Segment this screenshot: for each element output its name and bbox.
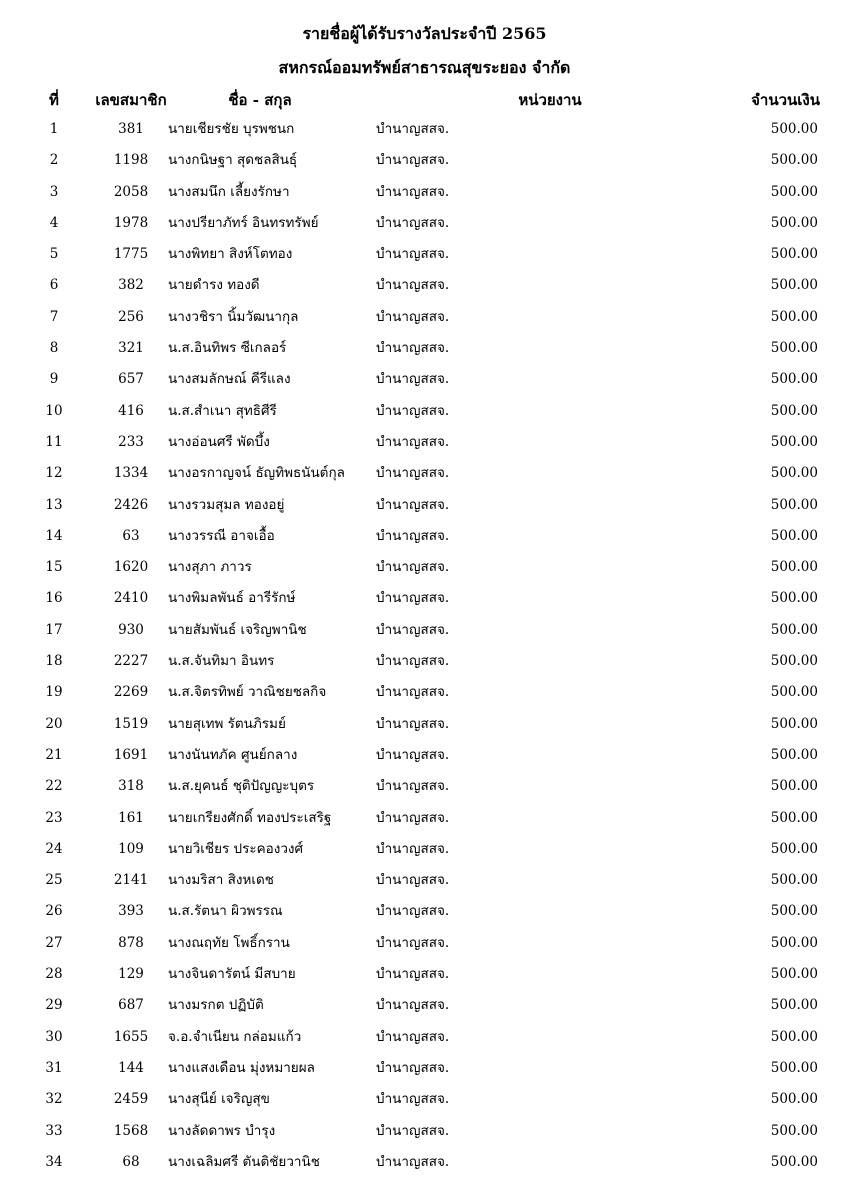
row-no: 1 (49, 121, 59, 137)
row-amount: 500.00 (770, 590, 818, 607)
table-row (0, 177, 849, 208)
row-no: 29 (45, 997, 63, 1014)
row-unit: บำนาญสสจ. (376, 183, 450, 200)
row-member-no: 878 (118, 934, 144, 951)
row-no: 14 (45, 527, 63, 544)
row-name: นายเชียรชัย บุรพชนก (168, 121, 295, 137)
row-no: 7 (49, 308, 59, 325)
row-amount: 500.00 (770, 840, 818, 857)
row-unit: บำนาญสสจ. (376, 465, 450, 482)
row-name: น.ส.รัตนา ผิวพรรณ (168, 903, 283, 920)
row-amount: 500.00 (770, 246, 818, 263)
row-member-no: 657 (118, 371, 144, 388)
row-amount: 500.00 (770, 1153, 818, 1170)
row-no: 6 (49, 277, 59, 294)
row-amount: 500.00 (770, 433, 818, 450)
row-name: นางมรกต ปฏิบัติ (168, 997, 264, 1014)
row-amount: 500.00 (770, 1028, 818, 1045)
row-member-no: 1519 (113, 715, 149, 732)
row-amount: 500.00 (770, 183, 818, 200)
table-row (0, 1084, 849, 1115)
row-name: น.ส.จันทิมา อินทร (168, 653, 275, 670)
row-name: นางสุภา ภาวร (168, 559, 252, 576)
row-amount: 500.00 (770, 653, 818, 670)
row-amount: 500.00 (770, 214, 818, 231)
row-unit: บำนาญสสจ. (376, 621, 450, 638)
row-unit: บำนาญสสจ. (376, 433, 450, 450)
row-no: 28 (45, 966, 63, 983)
row-amount: 500.00 (770, 872, 818, 889)
row-member-no: 2058 (113, 183, 149, 200)
row-name: นางสุนีย์ เจริญสุข (168, 1091, 270, 1108)
row-name: นางกนิษฐา สุดชลสินธุ์ (168, 152, 298, 169)
row-no: 19 (45, 684, 63, 701)
row-no: 32 (45, 1091, 63, 1108)
row-no: 21 (45, 746, 63, 763)
table-row (0, 771, 849, 802)
row-unit: บำนาญสสจ. (376, 152, 450, 169)
row-no: 12 (45, 465, 63, 482)
row-member-no: 1568 (113, 1122, 149, 1139)
row-unit: บำนาญสสจ. (376, 809, 450, 826)
row-unit: บำนาญสสจ. (376, 527, 450, 544)
row-amount: 500.00 (770, 1059, 818, 1076)
row-unit: บำนาญสสจ. (376, 966, 450, 983)
table-row (0, 615, 849, 646)
header-no: ที่ (49, 91, 59, 109)
row-unit: บำนาญสสจ. (376, 872, 450, 889)
row-unit: บำนาญสสจ. (376, 371, 450, 388)
row-name: นางวรรณี อาจเอื้อ (168, 527, 275, 544)
row-member-no: 1198 (113, 152, 149, 169)
row-member-no: 68 (122, 1153, 140, 1170)
row-member-no: 129 (118, 966, 144, 983)
row-member-no: 930 (118, 621, 144, 638)
table-row (0, 740, 849, 771)
table-row (0, 646, 849, 677)
row-member-no: 233 (118, 433, 144, 450)
table-row (0, 396, 849, 427)
row-unit: บำนาญสสจ. (376, 340, 450, 357)
row-amount: 500.00 (770, 308, 818, 325)
row-member-no: 1334 (113, 465, 149, 482)
table-row (0, 302, 849, 333)
row-amount: 500.00 (770, 121, 818, 137)
row-unit: บำนาญสสจ. (376, 277, 450, 294)
row-no: 23 (45, 809, 63, 826)
row-no: 22 (45, 778, 63, 795)
row-name: น.ส.ยุคนธ์ ชุติปัญญะบุตร (168, 778, 315, 795)
row-name: นางสมนึก เลี้ยงรักษา (168, 183, 290, 200)
table-row (0, 521, 849, 552)
row-unit: บำนาญสสจ. (376, 1153, 450, 1170)
row-no: 10 (45, 402, 63, 419)
row-unit: บำนาญสสจ. (376, 1059, 450, 1076)
row-no: 8 (49, 340, 59, 357)
row-amount: 500.00 (770, 934, 818, 951)
row-amount: 500.00 (770, 966, 818, 983)
row-name: นางวชิรา นิ้มวัฒนากุล (168, 308, 299, 325)
row-unit: บำนาญสสจ. (376, 246, 450, 263)
row-name: นางสมลักษณ์ คีรีแลง (168, 371, 291, 388)
row-member-no: 2426 (113, 496, 149, 513)
row-member-no: 2141 (113, 872, 149, 889)
row-no: 2 (49, 152, 59, 169)
row-name: นางณฤทัย โพธิ์กราน (168, 934, 290, 951)
row-member-no: 381 (118, 121, 144, 137)
table-row (0, 1147, 849, 1178)
row-member-no: 2410 (113, 590, 149, 607)
page-title: รายชื่อผู้ได้รับรางวัลประจำปี 2565 (302, 24, 547, 43)
row-amount: 500.00 (770, 277, 818, 294)
row-member-no: 256 (118, 308, 144, 325)
table-row (0, 114, 849, 145)
row-member-no: 393 (118, 903, 144, 920)
row-no: 5 (49, 246, 59, 263)
row-name: นางนันทภัค ศูนย์กลาง (168, 746, 298, 763)
row-member-no: 1775 (113, 246, 149, 263)
row-member-no: 2269 (113, 684, 149, 701)
row-amount: 500.00 (770, 997, 818, 1014)
row-no: 11 (45, 433, 63, 450)
row-member-no: 1655 (113, 1028, 149, 1045)
row-member-no: 321 (118, 340, 144, 357)
row-no: 3 (49, 183, 59, 200)
row-amount: 500.00 (770, 684, 818, 701)
row-unit: บำนาญสสจ. (376, 308, 450, 325)
row-no: 17 (45, 621, 63, 638)
row-no: 18 (45, 653, 63, 670)
row-amount: 500.00 (770, 340, 818, 357)
table-row (0, 959, 849, 990)
table-row (0, 458, 849, 489)
row-member-no: 687 (118, 997, 144, 1014)
row-unit: บำนาญสสจ. (376, 1091, 450, 1108)
row-amount: 500.00 (770, 621, 818, 638)
row-no: 34 (45, 1153, 63, 1170)
row-unit: บำนาญสสจ. (376, 496, 450, 513)
row-amount: 500.00 (770, 1122, 818, 1139)
row-member-no: 318 (118, 778, 144, 795)
row-no: 26 (45, 903, 63, 920)
row-name: จ.อ.จำเนียน กล่อมแก้ว (168, 1028, 302, 1045)
row-name: นายดำรง ทองดี (168, 277, 260, 294)
row-name: นางแสงเดือน มุ่งหมายผล (168, 1059, 315, 1076)
row-member-no: 416 (118, 402, 144, 419)
row-no: 15 (45, 559, 63, 576)
row-amount: 500.00 (770, 527, 818, 544)
row-unit: บำนาญสสจ. (376, 778, 450, 795)
table-body (0, 114, 849, 1178)
row-amount: 500.00 (770, 746, 818, 763)
row-member-no: 1620 (113, 559, 149, 576)
row-name: นางปรียาภัทร์ อินทรทรัพย์ (168, 214, 319, 231)
header-member-no: เลขสมาชิก (95, 91, 167, 109)
table-row (0, 1116, 849, 1147)
row-no: 20 (45, 715, 63, 732)
row-member-no: 382 (118, 277, 144, 294)
header-unit: หน่วยงาน (518, 91, 582, 109)
row-amount: 500.00 (770, 465, 818, 482)
row-name: น.ส.อินทิพร ซีเกลอร์ (168, 340, 287, 357)
row-name: นางอ่อนศรี พัดบึ้ง (168, 433, 270, 450)
row-member-no: 2227 (113, 653, 149, 670)
row-no: 16 (45, 590, 63, 607)
row-amount: 500.00 (770, 496, 818, 513)
table-row (0, 709, 849, 740)
row-unit: บำนาญสสจ. (376, 840, 450, 857)
row-no: 9 (49, 371, 59, 388)
row-no: 31 (45, 1059, 63, 1076)
row-amount: 500.00 (770, 903, 818, 920)
row-name: นางจินดารัตน์ มีสบาย (168, 966, 296, 983)
row-name: นายสุเทพ รัตนภิรมย์ (168, 715, 286, 732)
row-amount: 500.00 (770, 402, 818, 419)
row-amount: 500.00 (770, 152, 818, 169)
row-no: 30 (45, 1028, 63, 1045)
row-unit: บำนาญสสจ. (376, 214, 450, 231)
row-amount: 500.00 (770, 371, 818, 388)
row-unit: บำนาญสสจ. (376, 590, 450, 607)
row-name: นางลัดดาพร บำรุง (168, 1122, 276, 1139)
table-row (0, 239, 849, 270)
table-row (0, 928, 849, 959)
table-row (0, 677, 849, 708)
table-row (0, 552, 849, 583)
table-row (0, 896, 849, 927)
table-row (0, 145, 849, 176)
table-row (0, 834, 849, 865)
row-amount: 500.00 (770, 1091, 818, 1108)
header-amount: จำนวนเงิน (751, 91, 820, 109)
row-no: 24 (45, 840, 63, 857)
row-unit: บำนาญสสจ. (376, 1028, 450, 1045)
header-name: ชื่อ - สกุล (228, 91, 292, 109)
row-no: 27 (45, 934, 63, 951)
table-row (0, 865, 849, 896)
row-amount: 500.00 (770, 778, 818, 795)
row-name: นายวิเชียร ประคองวงศ์ (168, 840, 304, 857)
row-no: 33 (45, 1122, 63, 1139)
row-name: นายสัมพันธ์ เจริญพานิช (168, 621, 307, 638)
row-name: นางพิทยา สิงห์โตทอง (168, 246, 293, 263)
row-name: นางเฉลิมศรี ตันติชัยวานิช (168, 1153, 320, 1170)
row-name: นายเกรียงศักดิ์ ทองประเสริฐ (168, 809, 332, 826)
row-member-no: 109 (118, 840, 144, 857)
row-amount: 500.00 (770, 809, 818, 826)
table-row (0, 990, 849, 1021)
row-member-no: 63 (122, 527, 140, 544)
row-unit: บำนาญสสจ. (376, 402, 450, 419)
row-member-no: 161 (118, 809, 144, 826)
table-row (0, 427, 849, 458)
row-name: น.ส.สำเนา สุทธิศีรี (168, 402, 277, 419)
row-name: นางพิมลพันธ์ อารีรักษ์ (168, 590, 296, 607)
row-no: 13 (45, 496, 63, 513)
table-row (0, 208, 849, 239)
row-unit: บำนาญสสจ. (376, 746, 450, 763)
table-row (0, 1022, 849, 1053)
table-row (0, 270, 849, 301)
row-unit: บำนาญสสจ. (376, 1122, 450, 1139)
row-name: น.ส.จิตรทิพย์ วาณิชยชลกิจ (168, 684, 327, 701)
row-no: 4 (49, 214, 59, 231)
row-name: นางอรกาญจน์ ธัญทิพธนันต์กุล (168, 465, 345, 482)
row-member-no: 1978 (113, 214, 149, 231)
row-amount: 500.00 (770, 715, 818, 732)
table-row (0, 803, 849, 834)
table-row (0, 333, 849, 364)
table-row (0, 364, 849, 395)
table-row (0, 1053, 849, 1084)
table-row (0, 583, 849, 614)
row-unit: บำนาญสสจ. (376, 934, 450, 951)
row-unit: บำนาญสสจ. (376, 903, 450, 920)
row-unit: บำนาญสสจ. (376, 121, 450, 137)
row-no: 25 (45, 872, 63, 889)
row-member-no: 2459 (113, 1091, 149, 1108)
row-unit: บำนาญสสจ. (376, 715, 450, 732)
row-unit: บำนาญสสจ. (376, 653, 450, 670)
row-name: นางมริสา สิงหเดช (168, 872, 274, 889)
row-name: นางรวมสุมล ทองอยู่ (168, 496, 285, 513)
table-header (0, 89, 849, 111)
page-subtitle: สหกรณ์ออมทรัพย์สาธารณสุขระยอง จำกัด (278, 58, 571, 77)
row-amount: 500.00 (770, 559, 818, 576)
row-member-no: 1691 (113, 746, 149, 763)
row-unit: บำนาญสสจ. (376, 684, 450, 701)
row-unit: บำนาญสสจ. (376, 997, 450, 1014)
row-unit: บำนาญสสจ. (376, 559, 450, 576)
row-member-no: 144 (118, 1059, 144, 1076)
table-row (0, 490, 849, 521)
